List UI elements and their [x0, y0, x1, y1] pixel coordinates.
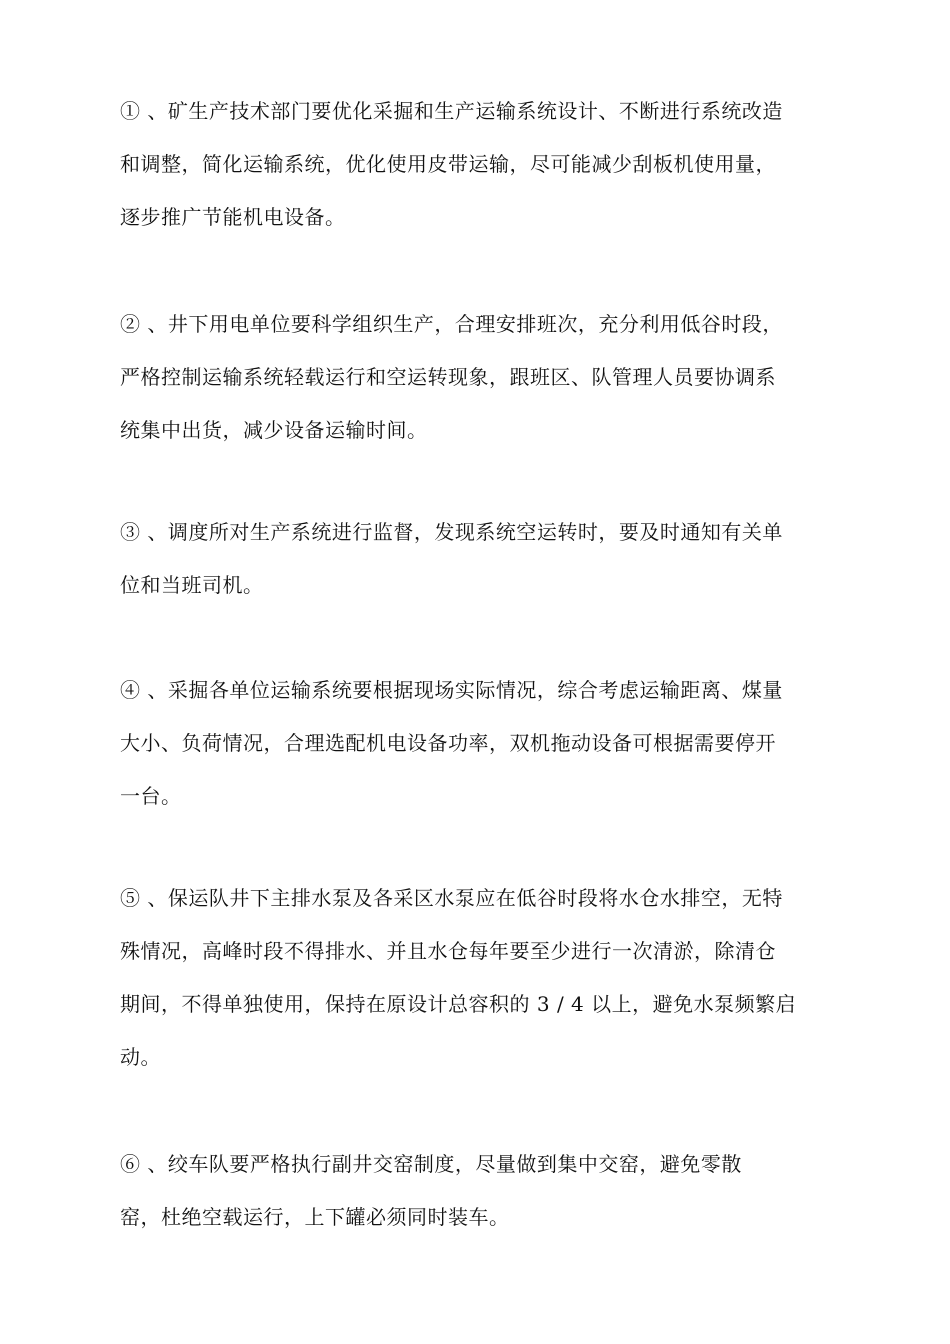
paragraph-line: 和调整，简化运输系统，优化使用皮带运输，尽可能减少刮板机使用量， — [120, 152, 776, 176]
paragraph-line: 一台。 — [120, 784, 182, 808]
paragraph-line: ① 、矿生产技术部门要优化采掘和生产运输系统设计、不断进行系统改造 — [120, 99, 783, 123]
paragraph-line: 期间，不得单独使用，保持在原设计总容积的 3 / 4 以上，避免水泵频繁启 — [120, 992, 797, 1016]
paragraph-4 — [120, 664, 820, 823]
paragraph-line: 殊情况，高峰时段不得排水、并且水仓每年要至少进行一次清淤，除清仓 — [120, 939, 776, 963]
paragraph-line: ② 、井下用电单位要科学组织生产，合理安排班次，充分利用低谷时段， — [120, 312, 783, 336]
paragraph-line: 严格控制运输系统轻载运行和空运转现象，跟班区、队管理人员要协调系 — [120, 365, 776, 389]
paragraph-line: ③ 、调度所对生产系统进行监督，发现系统空运转时，要及时通知有关单 — [120, 520, 783, 544]
paragraph-line: 统集中出货，减少设备运输时间。 — [120, 418, 428, 442]
paragraph-line: 大小、负荷情况，合理选配机电设备功率，双机拖动设备可根据需要停开 — [120, 731, 776, 755]
paragraph-line: 动。 — [120, 1045, 161, 1069]
paragraph-2 — [120, 298, 820, 457]
paragraph-1 — [120, 85, 820, 244]
paragraph-6 — [120, 1138, 820, 1244]
paragraph-line: ④ 、采掘各单位运输系统要根据现场实际情况，综合考虑运输距离、煤量 — [120, 678, 783, 702]
paragraph-line: 窑，杜绝空载运行，上下罐必须同时装车。 — [120, 1205, 510, 1229]
paragraph-line: 逐步推广节能机电设备。 — [120, 205, 346, 229]
paragraph-5 — [120, 872, 820, 1084]
paragraph-line: ⑤ 、保运队井下主排水泵及各采区水泵应在低谷时段将水仓水排空，无特 — [120, 886, 783, 910]
paragraph-line: ⑥ 、绞车队要严格执行副井交窑制度，尽量做到集中交窑，避免零散 — [120, 1152, 742, 1176]
paragraph-line: 位和当班司机。 — [120, 573, 264, 597]
paragraph-3 — [120, 506, 820, 612]
